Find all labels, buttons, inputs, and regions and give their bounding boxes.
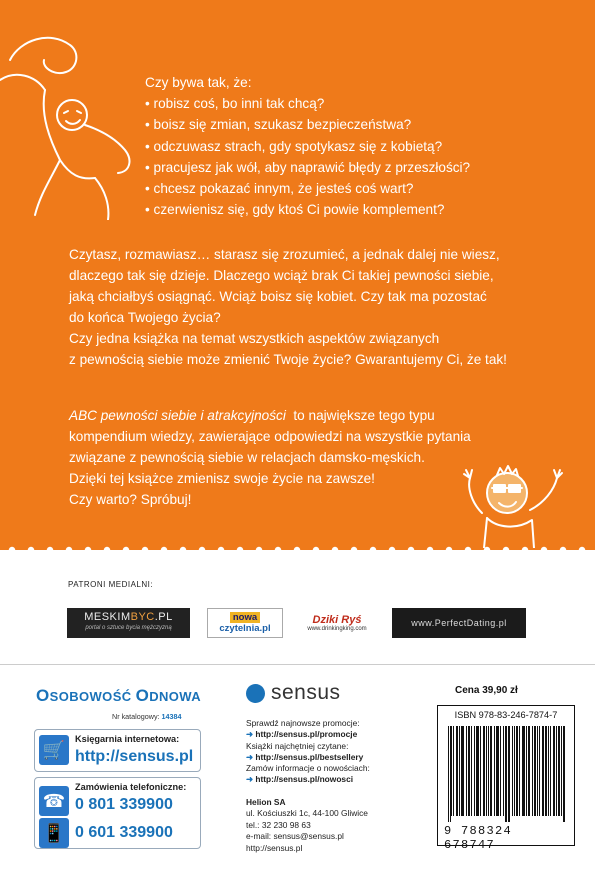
barcode-bar xyxy=(506,726,507,822)
promo-line: Zamów informacje o nowościach: xyxy=(246,763,370,774)
barcode-bar xyxy=(563,726,564,822)
barcode-bar xyxy=(477,726,478,816)
logo-text: czytelnia.pl xyxy=(219,623,271,634)
barcode-bar xyxy=(459,726,460,816)
logo-text: BYC xyxy=(130,611,155,623)
mobile-phone-icon: 📱 xyxy=(39,818,69,848)
arrow-right-icon: ➜ xyxy=(246,729,256,740)
barcode-bar xyxy=(471,726,472,816)
barcode-bar xyxy=(500,726,501,816)
barcode-bar xyxy=(514,726,515,816)
paragraph-line: Czy warto? Spróbuj! xyxy=(69,492,192,507)
question-list xyxy=(145,72,470,220)
promo-link-text[interactable]: http://sensus.pl/nowosci xyxy=(255,774,354,785)
barcode-bar xyxy=(532,726,533,816)
question-item: • pracujesz jak wół, aby naprawić błędy z przeszłości? xyxy=(145,157,470,178)
barcode-bar xyxy=(546,726,547,816)
barcode-bar xyxy=(484,726,485,816)
barcode-bar xyxy=(497,726,498,816)
book-title-italic: ABC pewności siebie i atrakcyjności xyxy=(69,408,286,423)
sensus-logo xyxy=(246,681,341,705)
barcode-bar xyxy=(496,726,497,816)
paragraph-line-rest: to największe tego typu xyxy=(285,408,435,423)
question-item: • odczuwasz strach, gdy spotykasz się z kobietą? xyxy=(145,136,470,157)
barcode-bar xyxy=(526,726,527,816)
happy-guy-doodle xyxy=(462,448,572,548)
barcode-bar xyxy=(451,726,452,816)
online-shop-box[interactable] xyxy=(34,729,201,772)
divider xyxy=(0,664,595,665)
barcode-bar xyxy=(543,726,544,816)
promo-line: Sprawdź najnowsze promocje: xyxy=(246,718,360,728)
catalog-number xyxy=(112,712,182,721)
barcode-bar xyxy=(550,726,551,816)
barcode-bar xyxy=(537,726,538,816)
address-line[interactable]: http://sensus.pl xyxy=(246,842,303,853)
promo-link-text[interactable]: http://sensus.pl/promocje xyxy=(255,729,358,740)
logo-tagline: portal o sztuce bycia mężczyzną xyxy=(85,625,172,631)
catalog-label: Nr katalogowy: xyxy=(112,712,160,721)
barcode-bar xyxy=(509,726,510,822)
phone-number-mobile[interactable]: 0 601 339900 xyxy=(75,824,173,841)
nowa-czytelnia-logo xyxy=(207,608,283,638)
barcode-bar xyxy=(512,726,513,816)
sensus-circle-icon xyxy=(246,684,265,703)
barcode-bar xyxy=(450,726,451,822)
muscle-man-doodle xyxy=(0,20,150,220)
barcode-bar xyxy=(564,726,565,822)
barcode-bar xyxy=(474,726,475,816)
barcode-bar xyxy=(457,726,458,816)
barcode-bar xyxy=(561,726,562,816)
barcode-bar xyxy=(488,726,489,816)
drinking-king-logo xyxy=(300,608,374,638)
barcode-bar xyxy=(498,726,499,816)
arrow-right-icon: ➜ xyxy=(246,774,256,785)
barcode-bar xyxy=(558,726,559,816)
barcode-bar xyxy=(466,726,467,816)
price-label: Cena 39,90 zł xyxy=(455,685,518,696)
barcode-bar xyxy=(505,726,506,822)
barcode-bar xyxy=(508,726,509,822)
promo-links xyxy=(246,718,370,786)
barcode-bar xyxy=(494,726,495,816)
catalog-value: 14384 xyxy=(161,712,182,721)
paragraph-line: do końca Twojego życia? xyxy=(69,310,221,325)
publisher-address xyxy=(246,797,368,854)
barcode-bar xyxy=(522,726,523,816)
barcode-bar xyxy=(453,726,454,816)
barcode-bar xyxy=(535,726,536,816)
barcode-bar xyxy=(516,726,517,816)
promo-link-text[interactable]: http://sensus.pl/bestsellery xyxy=(255,751,364,762)
barcode-bar xyxy=(463,726,464,816)
paragraph-line: Dzięki tej książce zmienisz swoje życie na zawsze! xyxy=(69,471,375,486)
phone-number-landline[interactable]: 0 801 339900 xyxy=(75,796,173,813)
publisher-name: Helion SA xyxy=(246,797,286,807)
barcode-bar xyxy=(539,726,540,816)
orders-label: Zamówienia telefoniczne: xyxy=(75,782,187,792)
series-word: DNOWA xyxy=(149,689,202,704)
paragraph-line: Czy jedna książka na temat wszystkich aspektów związanych xyxy=(69,331,440,346)
series-word: SOBOWOŚĆ xyxy=(49,689,132,704)
paragraph-line: związane z pewnością siebie w relacjach damsko-męskich. xyxy=(69,450,425,465)
paragraph-line: jaką chciałbyś osiągnąć. Wciąż boisz się kobiet. Czy tak ma pozostać xyxy=(69,289,487,304)
address-line: ul. Kościuszki 1c, 44-100 Gliwice xyxy=(246,808,368,819)
barcode-bar xyxy=(554,726,555,816)
barcode-bar xyxy=(490,726,491,816)
barcode-bar xyxy=(483,726,484,816)
phone-icon: ☎ xyxy=(39,786,69,816)
paragraph-line: z pewnością siebie może zmienić Twoje życie? Gwarantujemy Ci, że tak! xyxy=(69,352,507,367)
series-letter: O xyxy=(135,686,150,705)
barcode-bar xyxy=(468,726,469,816)
barcode-bar xyxy=(517,726,518,816)
barcode-bar xyxy=(486,726,487,816)
barcode-bar xyxy=(503,726,504,816)
perfectdating-logo: www.PerfectDating.pl xyxy=(392,608,526,638)
barcode-bar xyxy=(469,726,470,816)
question-item: • czerwienisz się, gdy ktoś Ci powie komplement? xyxy=(145,199,470,220)
logo-text: Dziki Ryś xyxy=(312,614,362,626)
question-item: • chcesz pokazać innym, że jesteś coś wart? xyxy=(145,178,470,199)
barcode-bar xyxy=(456,726,457,816)
shop-url-link[interactable]: http://sensus.pl xyxy=(75,748,194,765)
sensus-name: sensus xyxy=(271,681,341,704)
paragraph-line xyxy=(69,405,569,426)
logo-url: www.drinkingking.com xyxy=(307,626,367,632)
notebook-holes-decoration xyxy=(0,540,595,560)
barcode-bar xyxy=(545,726,546,816)
questions-intro: Czy bywa tak, że: xyxy=(145,75,252,90)
barcode-bar xyxy=(519,726,520,816)
barcode-bar xyxy=(556,726,557,816)
paragraph-line: kompendium wiedzy, zawierające odpowiedzi na wszystkie pytania xyxy=(69,429,471,444)
logo-text: .PL xyxy=(154,611,173,623)
barcode-bar xyxy=(448,726,449,822)
isbn-text: ISBN 978-83-246-7874-7 xyxy=(454,710,558,720)
logo-text: nowa xyxy=(230,612,260,623)
meskimbyc-logo xyxy=(67,608,190,638)
barcode-bar xyxy=(529,726,530,816)
barcode-bar xyxy=(528,726,529,816)
barcode-bar xyxy=(476,726,477,816)
barcode-bar xyxy=(548,726,549,816)
question-item: • robisz coś, bo inni tak chcą? xyxy=(145,93,470,114)
paragraph-line: dlaczego tak się dzieje. Dlaczego wciąż brak Ci takiej pewności siebie, xyxy=(69,268,494,283)
barcode-bar xyxy=(542,726,543,816)
media-patrons-label: PATRONI MEDIALNI: xyxy=(68,580,154,589)
series-letter: O xyxy=(36,686,50,705)
barcode-bar xyxy=(523,726,524,816)
address-line: tel.: 32 230 98 63 xyxy=(246,819,311,830)
barcode-bar xyxy=(478,726,479,816)
isbn-barcode-box xyxy=(437,705,575,852)
promo-link[interactable] xyxy=(246,729,370,740)
paragraph-line: Czytasz, rozmawiasz… starasz się zrozumieć, a jednak dalej nie wiesz, xyxy=(69,247,500,262)
arrow-right-icon: ➜ xyxy=(246,751,256,762)
series-logo xyxy=(36,686,201,706)
barcode-bar xyxy=(534,726,535,816)
promo-line: Książki najchętniej czytane: xyxy=(246,740,349,751)
promo-link[interactable] xyxy=(246,752,370,763)
promo-link[interactable] xyxy=(246,774,370,785)
shopping-cart-icon: 🛒 xyxy=(39,735,69,765)
barcode-bar xyxy=(462,726,463,816)
address-line[interactable]: e-mail: sensus@sensus.pl xyxy=(246,831,344,842)
barcode xyxy=(448,726,566,822)
barcode-bar xyxy=(491,726,492,816)
barcode-bar xyxy=(559,726,560,816)
question-item: • boisz się zmian, szukasz bezpieczeństwa? xyxy=(145,114,470,135)
phone-orders-box xyxy=(34,777,201,849)
barcode-number: 9 788324 678747 xyxy=(444,824,513,852)
logo-text: MESKIM xyxy=(84,611,131,623)
description-paragraph-1 xyxy=(69,244,569,370)
shop-label: Księgarnia internetowa: xyxy=(75,734,180,744)
barcode-bar xyxy=(553,726,554,816)
barcode-bar xyxy=(461,726,462,816)
barcode-bar xyxy=(524,726,525,816)
barcode-bar xyxy=(480,726,481,816)
